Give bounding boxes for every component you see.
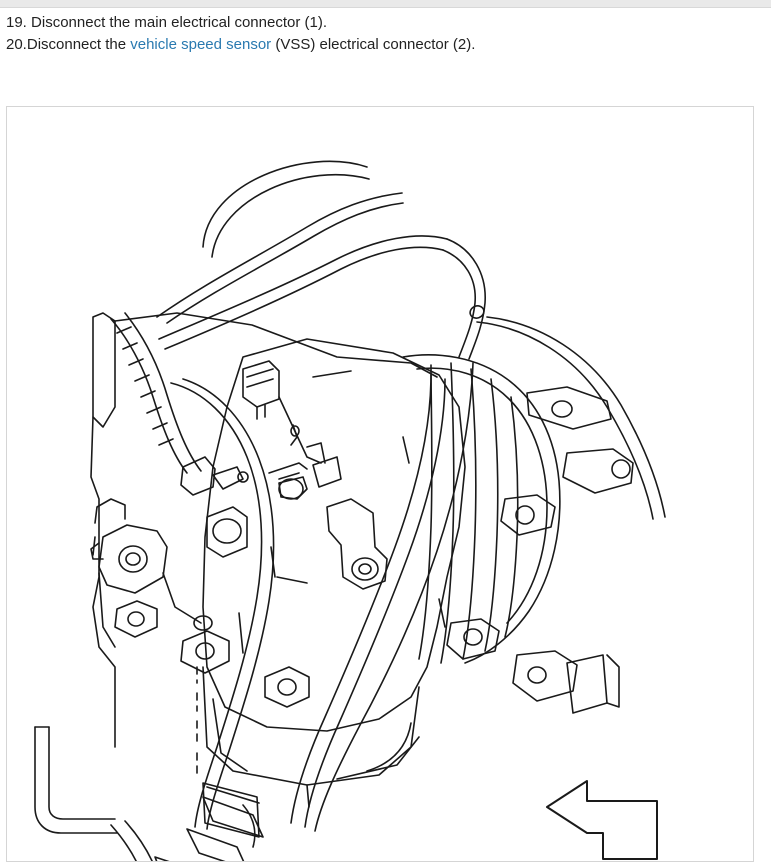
figure-container — [6, 106, 754, 862]
top-bar — [0, 0, 771, 8]
step-20 — [6, 34, 746, 56]
step-20-text-after: (VSS) electrical connector (2). — [271, 36, 476, 53]
vehicle-speed-sensor-link[interactable]: vehicle speed sensor — [130, 36, 272, 53]
step-19-text: Disconnect the main electrical connector (1). — [31, 14, 327, 31]
instruction-steps — [6, 12, 746, 56]
step-19-number: 19. — [6, 14, 27, 31]
step-20-number: 20. — [6, 36, 27, 53]
step-19 — [6, 12, 746, 34]
step-20-text-before: Disconnect the — [26, 36, 131, 53]
transmission-diagram — [7, 107, 753, 861]
